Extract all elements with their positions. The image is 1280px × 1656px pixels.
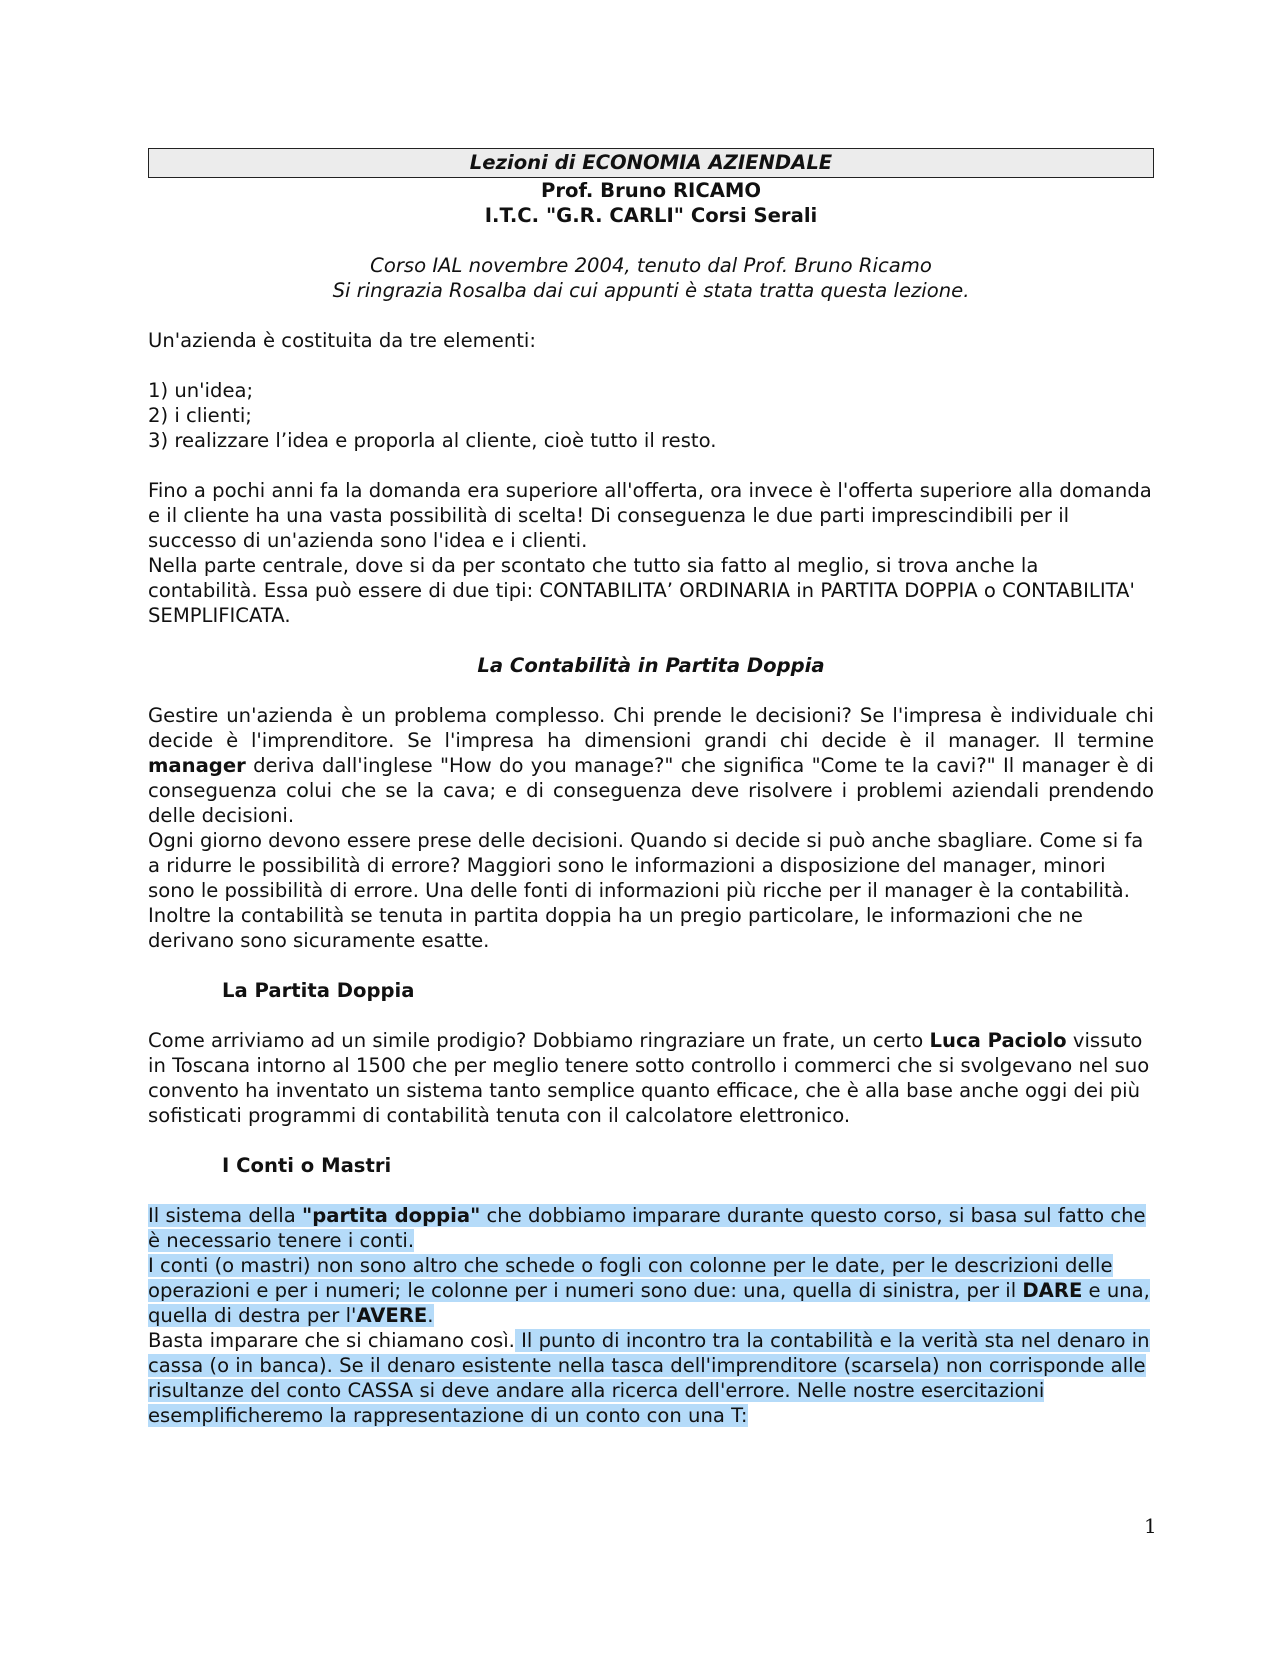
name-luca-paciolo: Luca Paciolo [929,1029,1067,1052]
elements-lead: Un'azienda è costituita da tre elementi: [148,329,536,352]
paragraph-manager: Gestire un'azienda è un problema complesso. Chi prende le decisioni? Se l'impresa è individuale chi decide è l'imprenditore. Se l'impresa ha dimensioni grandi chi decide è il manager. Il termine manager deriva dall'inglese "How do you manage?" che significa "Come te la cavi?" Il manager è di conseguenza colui che se la cava; e di conseguenza deve risolvere i problemi aziendali prendendo delle decisioni. [148,704,1154,827]
paragraph-conti-highlighted[interactable]: I conti (o mastri) non sono altro che schede o fogli con colonne per le date, per le descrizioni delle operazioni e per i numeri; le colonne per i numeri sono due: una, quella di sinistra, per il DARE e una, quella di destra per l'AVERE. [148,1254,1150,1327]
paragraph-cassa[interactable]: Basta imparare che si chiamano così. Il punto di incontro tra la contabilità e la verità sta nel denaro in cassa (o in banca). Se il denaro esistente nella tasca dell'imprenditore (scarsela) non corrisponde alle risultanze del conto CASSA si deve andare alla ricerca dell'errore. Nelle nostre esercitazioni esemplificheremo la rappresentazione di un conto con una T: [148,1329,1150,1427]
list-item: 2) i clienti; [148,404,252,427]
list-item: 3) realizzare l’idea e proporla al cliente, cioè tutto il resto. [148,429,717,452]
document-title: Lezioni di ECONOMIA AZIENDALE [148,148,1154,178]
course-line: Corso IAL novembre 2004, tenuto dal Prof. Bruno Ricamo [370,254,932,277]
term-manager: manager [148,754,246,777]
paragraph-accounting: Nella parte centrale, dove si da per scontato che tutto sia fatto al meglio, si trova anche la contabilità. Essa può essere di due tipi: CONTABILITA’ ORDINARIA in PARTITA DOPPIA o CONTABILITA' SEMPLIFICATA. [148,554,1135,627]
page-content [148,148,1154,1428]
paragraph-offer: Fino a pochi anni fa la domanda era superiore all'offerta, ora invece è l'offerta superiore alla domanda e il cliente ha una vasta possibilità di scelta! Di conseguenza le due parti imprescindibili per il successo di un'azienda sono l'idea e i clienti. [148,479,1152,552]
highlight-selection: Nelle nostre esercitazioni esemplificheremo la rappresentazione di un conto con una T: [148,1379,1045,1427]
heading-partita-doppia: La Partita Doppia [222,979,415,1002]
highlight-selection: Il punto di incontro tra la contabilità e la verità sta nel denaro in cassa (o in banca). Se il denaro esistente nella tasca dell'imprenditore (scarsela) non corrisponde alle risultanze del conto CASSA si deve andare alla ricerca dell'errore. [148,1329,1150,1402]
heading-contabilita: La Contabilità in Partita Doppia [477,654,825,677]
list-item: 1) un'idea; [148,379,254,402]
paragraph-decisions: Ogni giorno devono essere prese delle decisioni. Quando si decide si può anche sbagliare. Come si fa a ridurre le possibilità di errore? Maggiori sono le informazioni a disposizione del manager, minori sono le possibilità di errore. Una delle fonti di informazioni più ricche per il manager è la contabilità. Inoltre la contabilità se tenuta in partita doppia ha un pregio particolare, le informazioni che ne derivano sono sicuramente esatte. [148,829,1144,952]
professor-name: Prof. Bruno RICAMO [540,179,762,202]
paragraph-partita-doppia-highlighted[interactable]: Il sistema della "partita doppia" che dobbiamo imparare durante questo corso, si basa sul fatto che è necessario tenere i conti. [148,1204,1146,1252]
school-name: I.T.C. "G.R. CARLI" Corsi Serali [484,204,818,227]
heading-conti-mastri: I Conti o Mastri [222,1154,392,1177]
paragraph-paciolo: Come arriviamo ad un simile prodigio? Dobbiamo ringraziare un frate, un certo Luca Paciolo vissuto in Toscana intorno al 1500 che per meglio tenere sotto controllo i commerci che si svolgevano nel suo convento ha inventato un sistema tanto semplice quanto efficace, che è alla base anche oggi dei più sofisticati programmi di contabilità tenuta con il calcolatore elettronico. [148,1029,1150,1127]
thanks-line: Si ringrazia Rosalba dai cui appunti è stata tratta questa lezione. [332,279,970,302]
page-number: 1 [1144,1514,1157,1538]
